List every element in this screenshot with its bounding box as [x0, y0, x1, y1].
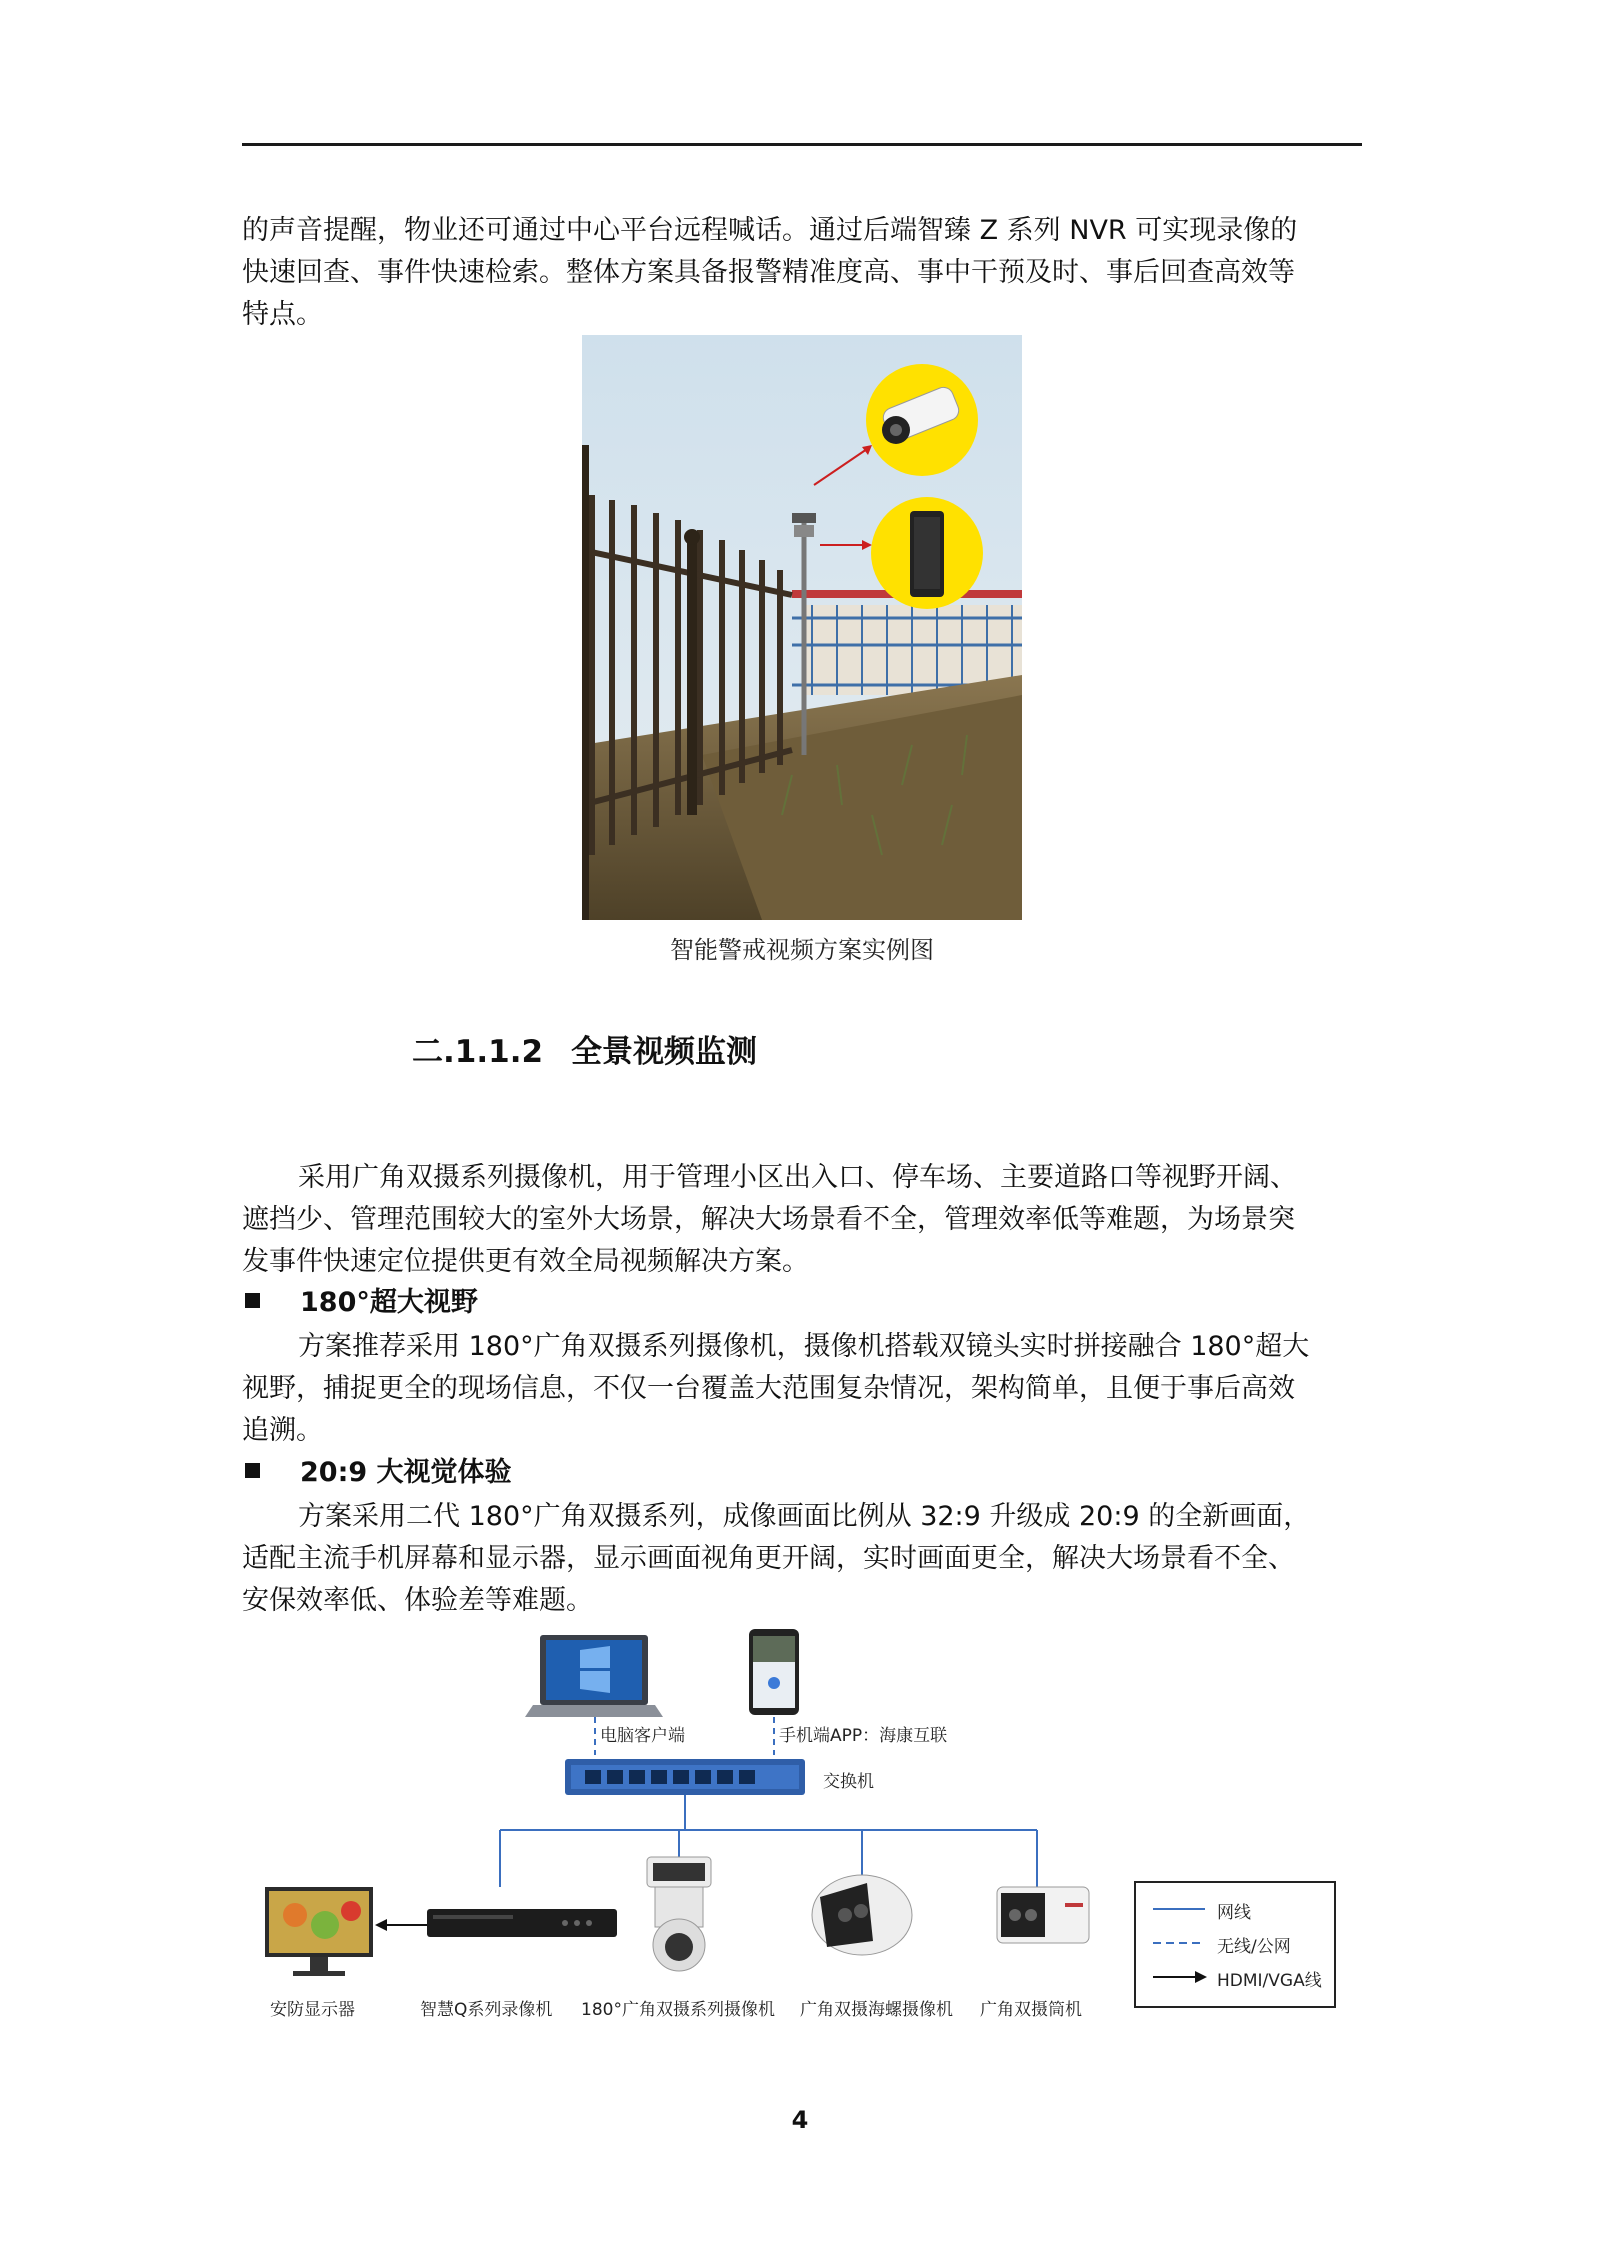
label-monitor: 安防显示器 [270, 2000, 355, 2020]
figure-fence-photo [582, 335, 1022, 920]
paragraph-intro-continued: 的声音提醒，物业还可通过中心平台远程喊话。通过后端智臻 Z 系列 NVR 可实现录像的 快速回查、事件快速检索。整体方案具备报警精准度高、事中干预及时、事后回查高效等 特点。 [242, 215, 1298, 330]
laptop-icon [525, 1635, 663, 1717]
monitor-icon [265, 1887, 373, 1976]
paragraph-bullet-1: 方案推荐采用 180°广角双摄系列摄像机，摄像机搭载双镜头实时拼接融合 180°超大 视野，捕捉更全的现场信息，不仅一台覆盖大范围复杂情况，架构简单，且便于事后高效 追溯。 [242, 1331, 1310, 1446]
label-switch: 交换机 [823, 1772, 874, 1792]
paragraph-bullet-2: 方案采用二代 180°广角双摄系列，成像画面比例从 32:9 升级成 20:9 的全新画面， 适配主流手机屏幕和显示器，显示画面视角更开阔，实时画面更全，解决大场景看不全、 安保效率低、体验差等难题。 [242, 1501, 1311, 1616]
label-bullet-camera: 广角双摄筒机 [980, 2000, 1082, 2020]
label-dome-camera: 180°广角双摄系列摄像机 [581, 2000, 775, 2020]
legend-wireless: 无线/公网 [1217, 1937, 1291, 1957]
network-diagram [255, 1625, 1370, 2020]
nvr-icon [427, 1909, 617, 1937]
smartphone-icon [749, 1629, 799, 1715]
bullet-heading-1: 180°超大视野 [245, 1280, 478, 1319]
header-rule [242, 143, 1362, 146]
figure-caption: 智能警戒视频方案实例图 [670, 936, 934, 964]
section-heading [412, 1026, 757, 1071]
bullet-camera-icon [997, 1887, 1089, 1943]
dome-camera-icon [647, 1857, 711, 1971]
paragraph-section-intro: 采用广角双摄系列摄像机，用于管理小区出入口、停车场、主要道路口等视野开阔、 遮挡少、管理范围较大的室外大场景，解决大场景看不全，管理效率低等难题，为场景突 发事件快速定位提供更有效全局视频解决方案。 [242, 1162, 1297, 1277]
label-conch-camera: 广角双摄海螺摄像机 [800, 2000, 953, 2020]
legend-hdmi: HDMI/VGA线 [1217, 1971, 1322, 1991]
section-title: 全景视频监测 [571, 1034, 758, 1070]
bullet-heading-2: 20:9 大视觉体验 [245, 1450, 512, 1489]
label-nvr: 智慧Q系列录像机 [420, 2000, 553, 2020]
switch-icon [565, 1759, 805, 1795]
label-mobile-app: 手机端APP：海康互联 [779, 1726, 948, 1746]
bullet-square-icon [245, 1463, 260, 1478]
legend-network: 网线 [1217, 1903, 1251, 1923]
bullet-square-icon [245, 1293, 260, 1308]
label-pc-client: 电脑客户端 [600, 1726, 685, 1746]
conch-camera-icon [812, 1875, 912, 1955]
section-number: 二.1.1.2 [412, 1034, 544, 1070]
page-number: 4 [791, 2106, 809, 2134]
